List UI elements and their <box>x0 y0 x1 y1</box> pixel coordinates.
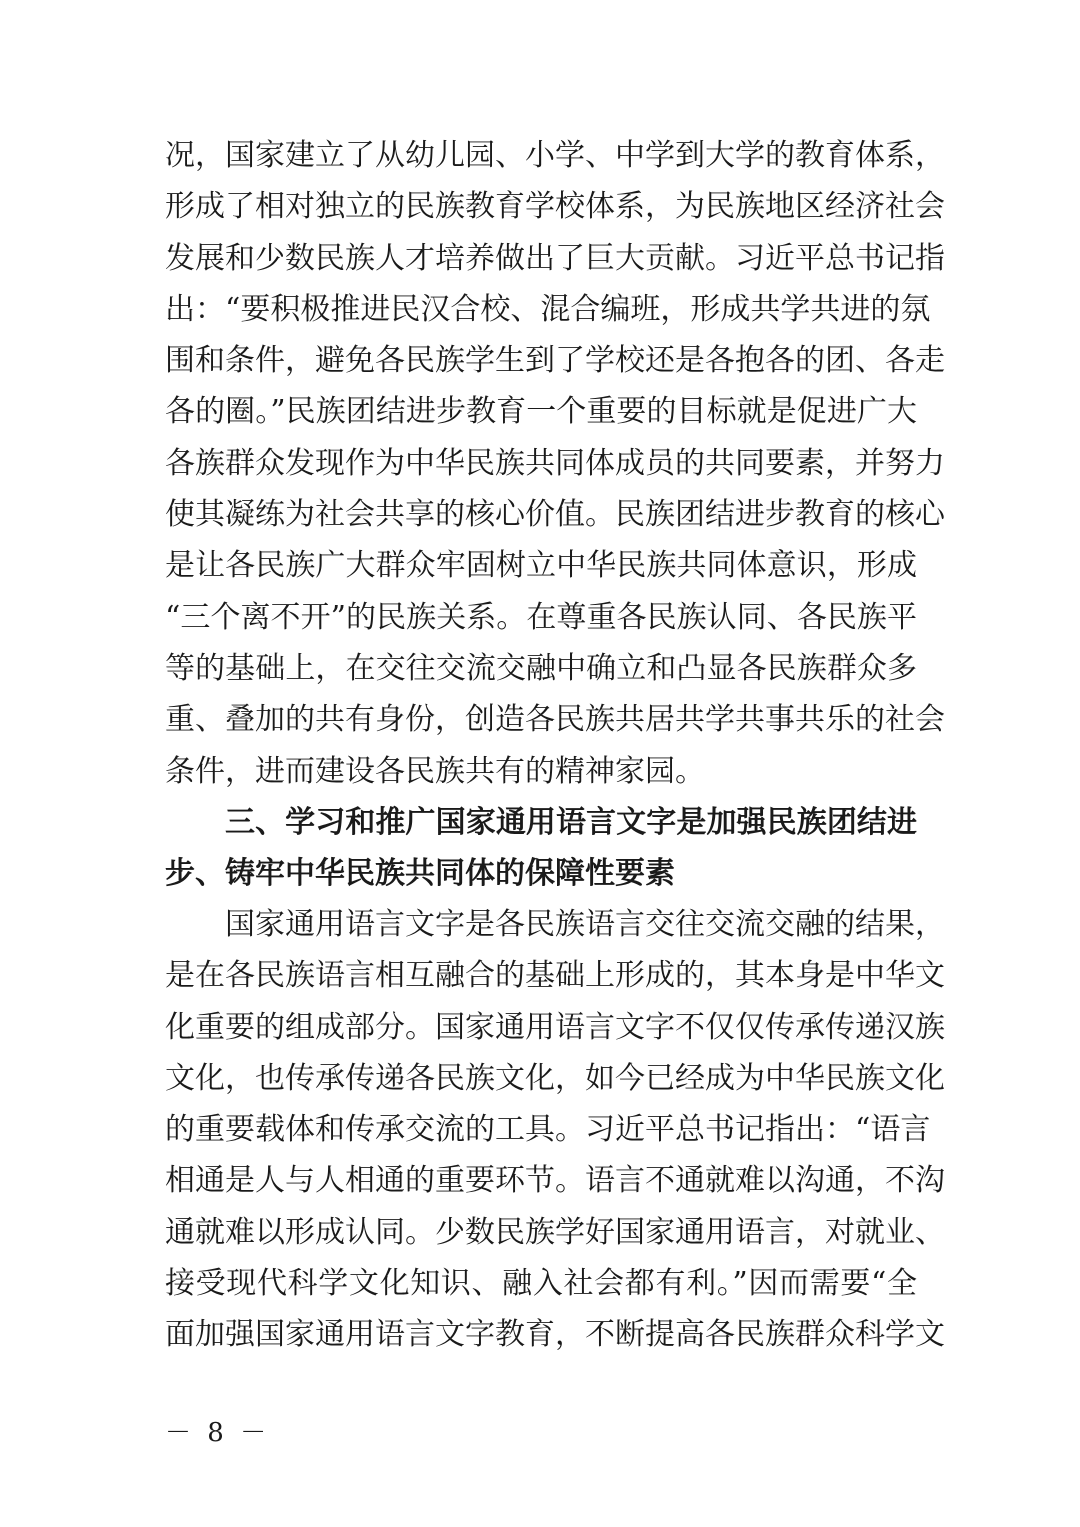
text-line: 接受现代科学文化知识、融入社会都有利。”因而需要“全 <box>165 1266 917 1302</box>
text-line: 使其凝练为社会共享的核心价值。民族团结进步教育的核心 <box>165 497 945 533</box>
text-line: 文化，也传承传递各民族文化，如今已经成为中华民族文化 <box>165 1060 945 1096</box>
text-line: 各的圈。”民族团结进步教育一个重要的目标就是促进广大 <box>165 394 917 430</box>
text-line: 等的基础上，在交往交流交融中确立和凸显各民族群众多 <box>165 650 917 686</box>
page-number: － 8 － <box>165 1418 271 1448</box>
text-line: 出：“要积极推进民汉合校、混合编班，形成共学共进的氛 <box>165 291 931 327</box>
text-line: 是让各民族广大群众牢固树立中华民族共同体意识，形成 <box>165 548 917 584</box>
text-line: 形成了相对独立的民族教育学校体系，为民族地区经济社会 <box>165 189 945 225</box>
text-line: 围和条件，避免各民族学生到了学校还是各抱各的团、各走 <box>165 343 945 379</box>
heading-line: 步、铸牢中华民族共同体的保障性要素 <box>165 856 675 892</box>
text-line: “三个离不开”的民族关系。在尊重各民族认同、各民族平 <box>165 599 917 635</box>
text-line: 的重要载体和传承交流的工具。习近平总书记指出：“语言 <box>165 1112 931 1148</box>
text-line: 发展和少数民族人才培养做出了巨大贡献。习近平总书记指 <box>165 240 945 276</box>
body-paragraph-2 <box>165 899 945 1361</box>
text-line: 国家通用语言文字是各民族语言交往交流交融的结果， <box>225 907 945 942</box>
text-line: 相通是人与人相通的重要环节。语言不通就难以沟通，不沟 <box>165 1163 945 1199</box>
text-line: 化重要的组成部分。国家通用语言文字不仅仅传承传递汉族 <box>165 1009 945 1045</box>
heading-line: 三、学习和推广国家通用语言文字是加强民族团结进 <box>225 805 917 840</box>
section-heading <box>165 797 917 900</box>
text-line: 况，国家建立了从幼儿园、小学、中学到大学的教育体系， <box>165 138 945 173</box>
text-line: 重、叠加的共有身份，创造各民族共居共学共事共乐的社会 <box>165 702 945 738</box>
text-line: 是在各民族语言相互融合的基础上形成的，其本身是中华文 <box>165 958 945 994</box>
text-line: 通就难以形成认同。少数民族学好国家通用语言，对就业、 <box>165 1214 945 1250</box>
body-paragraph-1 <box>165 130 945 797</box>
text-line: 各族群众发现作为中华民族共同体成员的共同要素，并努力 <box>165 445 945 481</box>
text-line: 面加强国家通用语言文字教育，不断提高各民族群众科学文 <box>165 1317 945 1353</box>
text-line: 条件，进而建设各民族共有的精神家园。 <box>165 753 705 789</box>
